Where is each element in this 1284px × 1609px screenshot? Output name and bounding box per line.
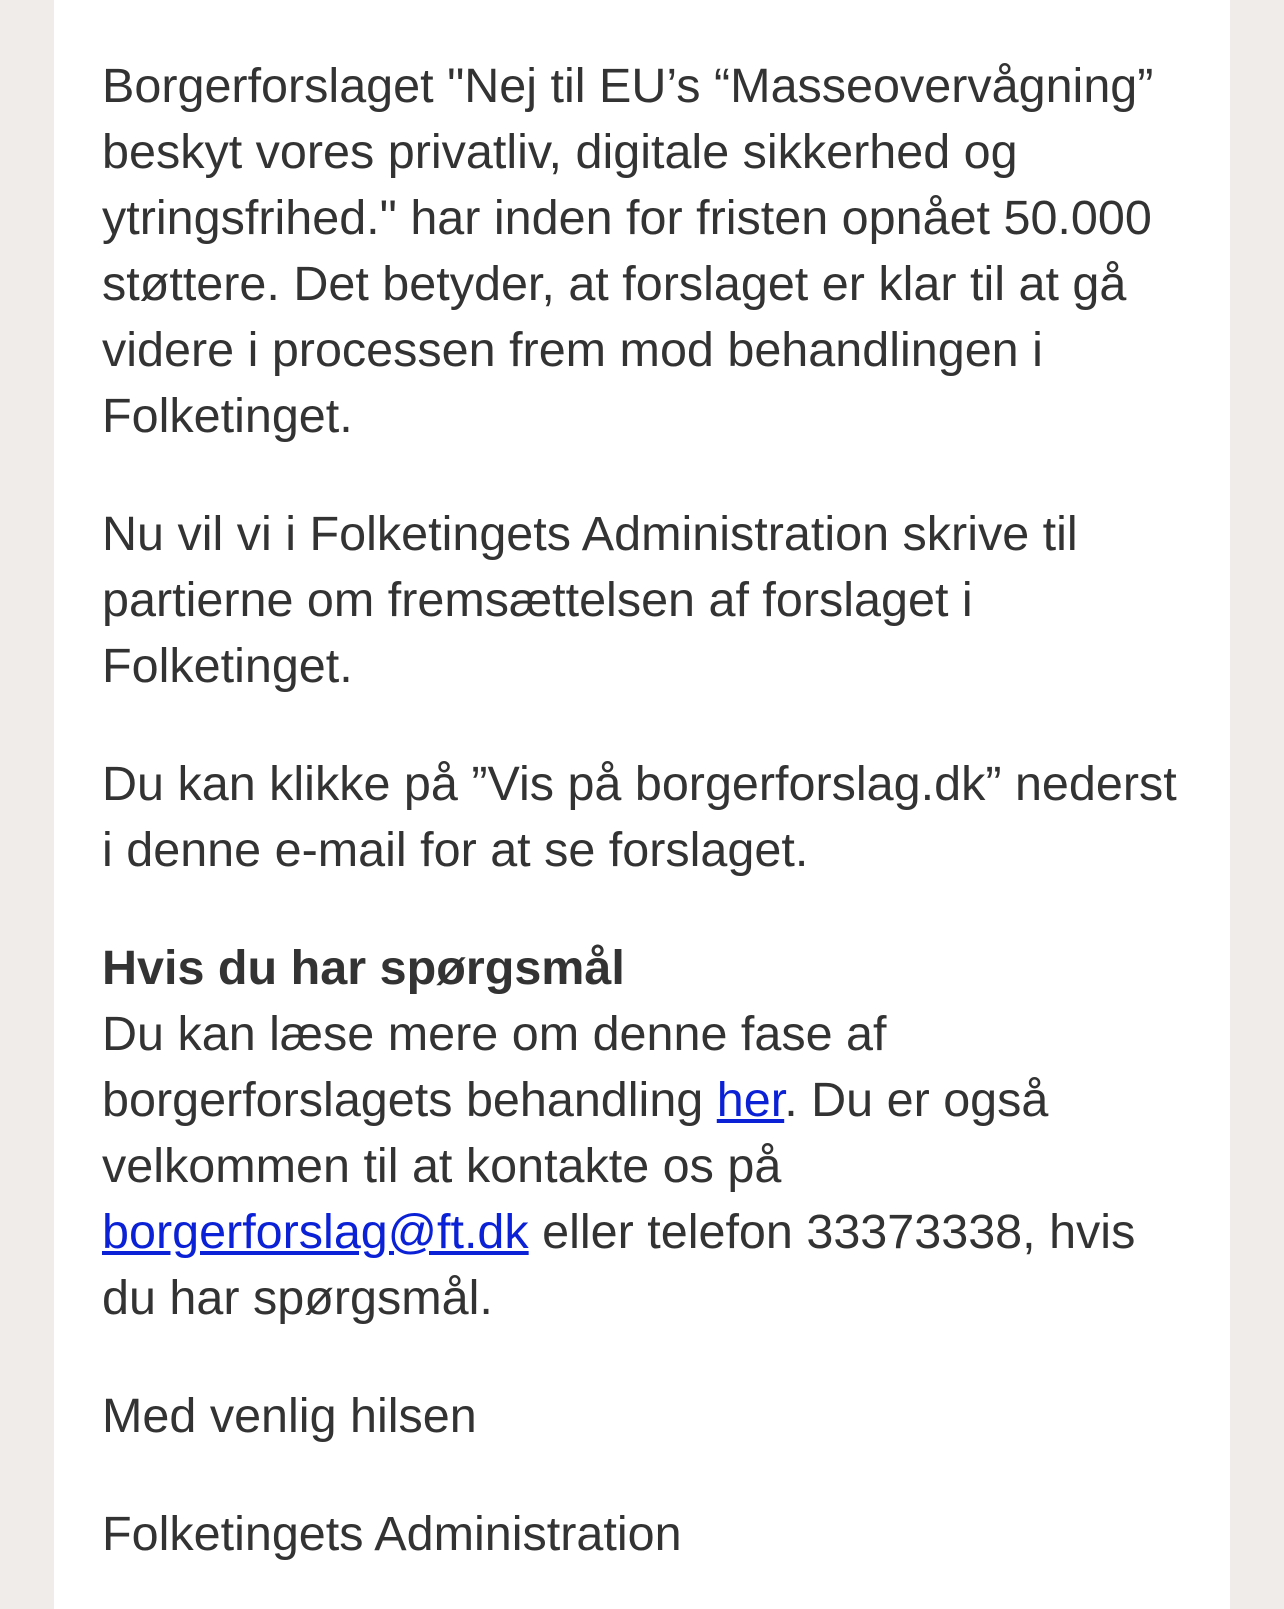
greeting: Med venlig hilsen [102, 1389, 477, 1443]
sender-name: Folketingets Administration [102, 1507, 682, 1561]
questions-heading: Hvis du har spørgsmål [102, 941, 625, 995]
read-more-link[interactable]: her [716, 1073, 785, 1127]
email-card [54, 0, 1230, 1609]
paragraph-next-step: Nu vil vi i Folketingets Administration skrive til partierne om fremsættelsen af forslaget i Folketinget. [102, 507, 1078, 693]
paragraph-view-link-info: Du kan klikke på ”Vis på borgerforslag.dk” nederst i denne e-mail for at se forslaget. [102, 757, 1177, 877]
email-body [102, 53, 1182, 1567]
questions-paragraph [102, 1001, 1182, 1331]
questions-text-2: . Du er også velkommen til at kontakte os på [102, 1073, 1049, 1193]
questions-section [102, 935, 1182, 1331]
questions-text-1: Du kan læse mere om denne fase af borgerforslagets behandling [102, 1007, 887, 1127]
contact-email-link[interactable]: borgerforslag@ft.dk [102, 1205, 529, 1259]
questions-text-3: eller telefon 33373338, hvis du har spørgsmål. [102, 1205, 1136, 1325]
paragraph-status: Borgerforslaget "Nej til EU’s “Masseovervågning” beskyt vores privatliv, digitale sikkerhed og ytringsfrihed." har inden for fristen opnået 50.000 støttere. Det betyder, at forslaget er klar til at gå videre i processen frem mod behandlingen i Folketinget. [102, 59, 1154, 443]
